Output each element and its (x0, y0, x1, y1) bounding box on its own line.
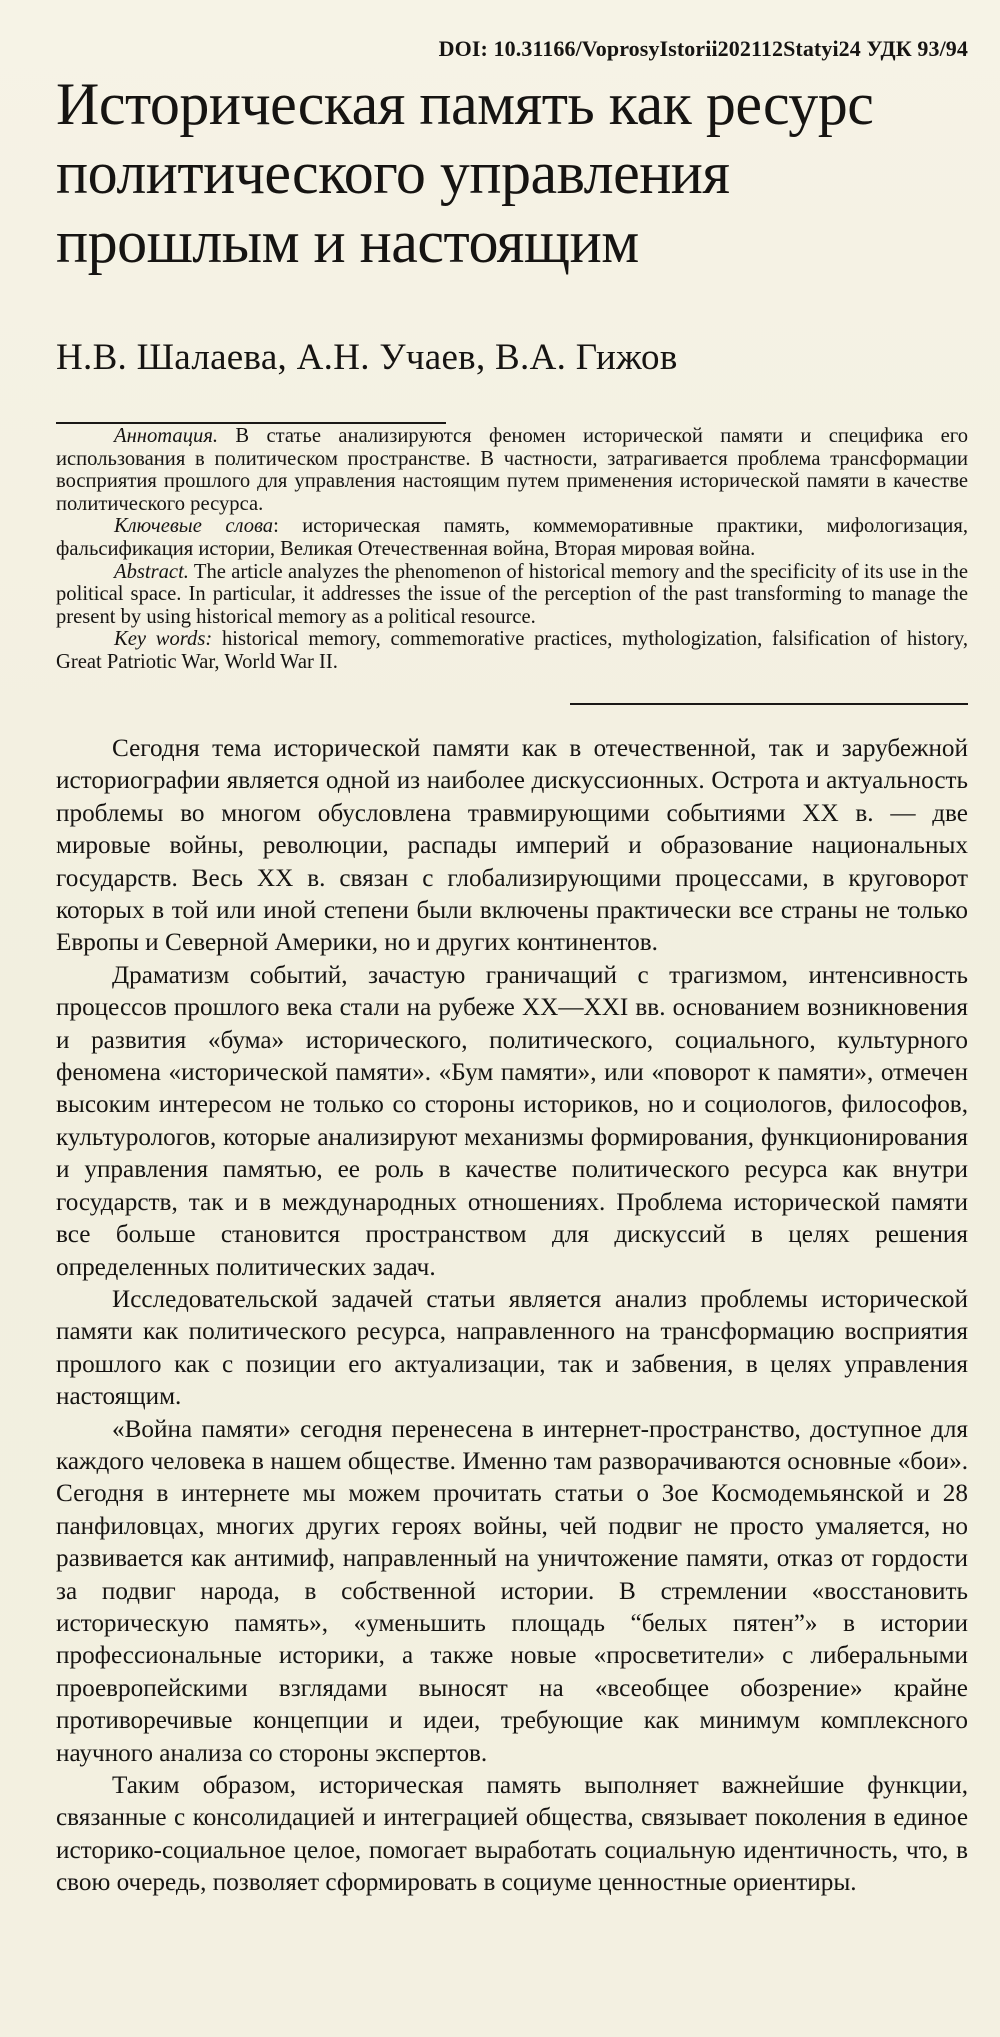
abstract-en (56, 561, 968, 629)
body-paragraph: «Война памяти» сегодня перенесена в интернет-пространство, доступное для каждого человека в нашем обществе. Именно там разворачиваются основные «бои». Сегодня в интернете мы можем прочитать статьи о Зое Космодемьянской и 28 панфиловцах, многих других героях войны, чей подвиг не просто умаляется, но развивается как антимиф, направленный на уничтожение памяти, отказ от гордости за подвиг народа, в собственной истории. В стремлении «восстановить историческую память», «уменьшить площадь “белых пятен”» в истории профессиональные историки, а также новые «просветители» с либеральными проевропейскими взглядами выносят на «всеобщее обозрение» крайне противоречивые концепции и идеи, требующие как минимум комплексного научного анализа со стороны экспертов. (56, 1415, 968, 1767)
doi-udc-line: DOI: 10.31166/VoprosyIstorii202112Statyi24 УДК 93/94 (438, 36, 968, 61)
annotation-ru (56, 425, 968, 515)
keywords-en (56, 628, 968, 673)
keywords-en-text: historical memory, commemorative practices, mythologization, falsification of history, Great Patriotic War, World War II. (56, 628, 969, 673)
keywords-en-label: Key words: (114, 628, 213, 651)
keywords-label: Ключевые слова (114, 515, 274, 538)
body-paragraph: Драматизм событий, зачастую граничащий с трагизмом, интенсивность процессов прошлого века стали на рубеже XX—XXI вв. основанием возникновения и развития «бума» исторического, политического, социального, культурного феномена «исторической памяти». «Бум памяти», или «поворот к памяти», отмечен высоким интересом не только со стороны историков, но и социологов, философов, культурологов, которые анализируют механизмы формирования, функционирования и управления памятью, ее роль в качестве политического ресурса как внутри государств, так и в международных отношениях. Проблема исторической памяти все больше становится пространством для дискуссий в целях решения определенных политических задач. (56, 961, 968, 1281)
article-authors: Н.В. Шалаева, А.Н. Учаев, В.А. Гижов (56, 337, 678, 378)
annotation-label: Аннотация. (114, 425, 219, 447)
body-paragraph: Таким образом, историческая память выполняет важнейшие функции, связанные с консолидацией и интеграцией общества, связывает поколения в единое историко-социальное целое, помогает выработать социальную идентичность, что, в свою очередь, позволяет сформировать в социуме ценностные ориентиры. (56, 1772, 968, 1897)
body-paragraph: Сегодня тема исторической памяти как в отечественной, так и зарубежной историографии является одной из наиболее дискуссионных. Острота и актуальность проблемы во многом обусловлена травмирующими событиями XX в. — две мировые войны, революции, распады империй и образование национальных государств. Весь XX в. связан с глобализирующими процессами, в круговорот которых в той или иной степени были включены практически все страны не только Европы и Северной Америки, но и других континентов. (56, 735, 968, 957)
article-title: Историческая память как ресурс политического управления прошлым и настоящим (56, 71, 874, 275)
article-body (56, 733, 968, 1900)
abstract-en-text: The article analyzes the phenomenon of historical memory and the specificity of its use in the political space. In particular, it addresses the issue of the perception of the past transforming to manage the present by using historical memory as a political resource. (56, 560, 968, 628)
keywords-text: : историческая память, коммеморативные практики, мифологизация, фальсификация истории, Великая Отечественная война, Вторая мировая война. (56, 515, 969, 560)
body-paragraph: Исследовательской задачей статьи является анализ проблемы исторической памяти как политического ресурса, направленного на трансформацию восприятия прошлого как с позиции его актуализации, так и забвения, в целях управления настоящим. (56, 1285, 968, 1411)
abstract-bottom-rule (570, 703, 968, 705)
abstract-block (56, 425, 968, 674)
abstract-top-rule (56, 422, 446, 424)
annotation-text: В статье анализируются феномен исторической памяти и специфика его использования в политическом пространстве. В частности, затрагивается проблема трансформации восприятия прошлого для управления настоящим путем применения исторической памяти в качестве политического ресурса. (56, 425, 968, 515)
keywords-ru (56, 515, 968, 560)
abstract-en-label: Abstract. (114, 560, 189, 583)
